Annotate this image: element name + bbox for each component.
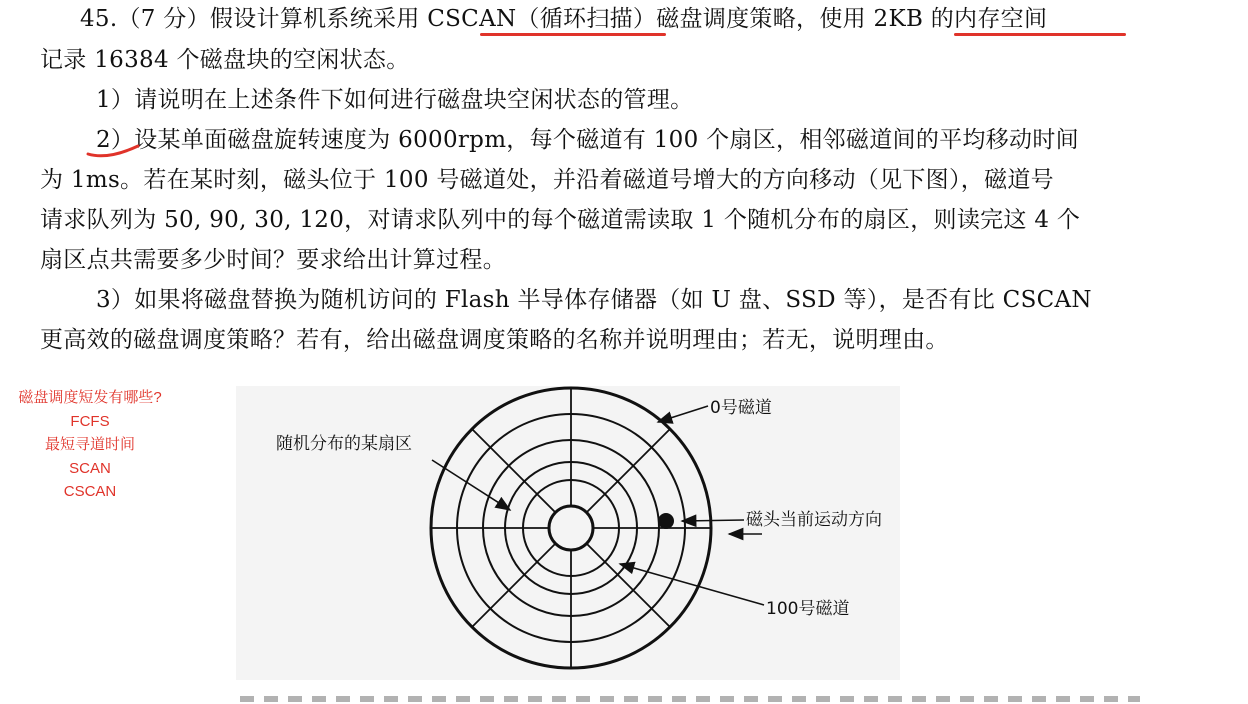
head-pointer-arrow [682,520,744,521]
sub-question-1: 1）请说明在上述条件下如何进行磁盘块空闲状态的管理。 [96,87,694,113]
question-line-2: 记录 16384 个磁盘块的空闲状态。 [40,47,410,73]
label-track-100: 100号磁道 [766,599,850,619]
label-head-direction: 磁头当前运动方向 [746,510,882,530]
sector-arrow [432,460,510,510]
margin-note-item-sstf: 最短寻道时间 [44,436,135,453]
sector-line [472,429,555,512]
sector-line [472,544,555,627]
sub-question-2-line-3: 请求队列为 50, 90, 30, 120，对请求队列中的每个磁道需读取 1 个随机分布的扇区，则读完这 4 个 [40,207,1081,233]
cut-off-text-line [240,690,1140,704]
sector-line [587,429,670,512]
track0-arrow [658,406,708,422]
sector-line [587,544,670,627]
question-line-1: 45.（7 分）假设计算机系统采用 CSCAN（循环扫描）磁盘调度策略，使用 2KB 的内存空间 [80,6,1048,32]
sub-question-3-line-2: 更高效的磁盘调度策略？若有，给出磁盘调度策略的名称并说明理由；若无，说明理由。 [40,327,949,353]
margin-note-title: 磁盘调度短发有哪些? [18,389,162,406]
sub-question-2-line-4: 扇区点共需要多少时间？要求给出计算过程。 [40,247,506,273]
margin-note-item-cscan: CSCAN [63,483,117,500]
sub-question-3-line-1: 3）如果将磁盘替换为随机访问的 Flash 半导体存储器（如 U 盘、SSD 等），是否有比 CSCAN [96,287,1092,313]
margin-note-item-scan: SCAN [69,459,111,477]
spindle-circle [549,506,593,550]
sub-question-2-line-1: 2）设某单面磁盘旋转速度为 6000rpm，每个磁道有 100 个扇区，相邻磁道间的平均移动时间 [96,127,1079,153]
label-random-sector: 随机分布的某扇区 [276,434,412,454]
margin-note-item-fcfs: FCFS [70,412,110,430]
label-track-0: 0号磁道 [710,398,772,418]
sub-question-2-line-2: 为 1ms。若在某时刻，磁头位于 100 号磁道处，并沿着磁道号增大的方向移动（见下图），磁道号 [40,167,1054,193]
head-position-dot [658,513,674,529]
